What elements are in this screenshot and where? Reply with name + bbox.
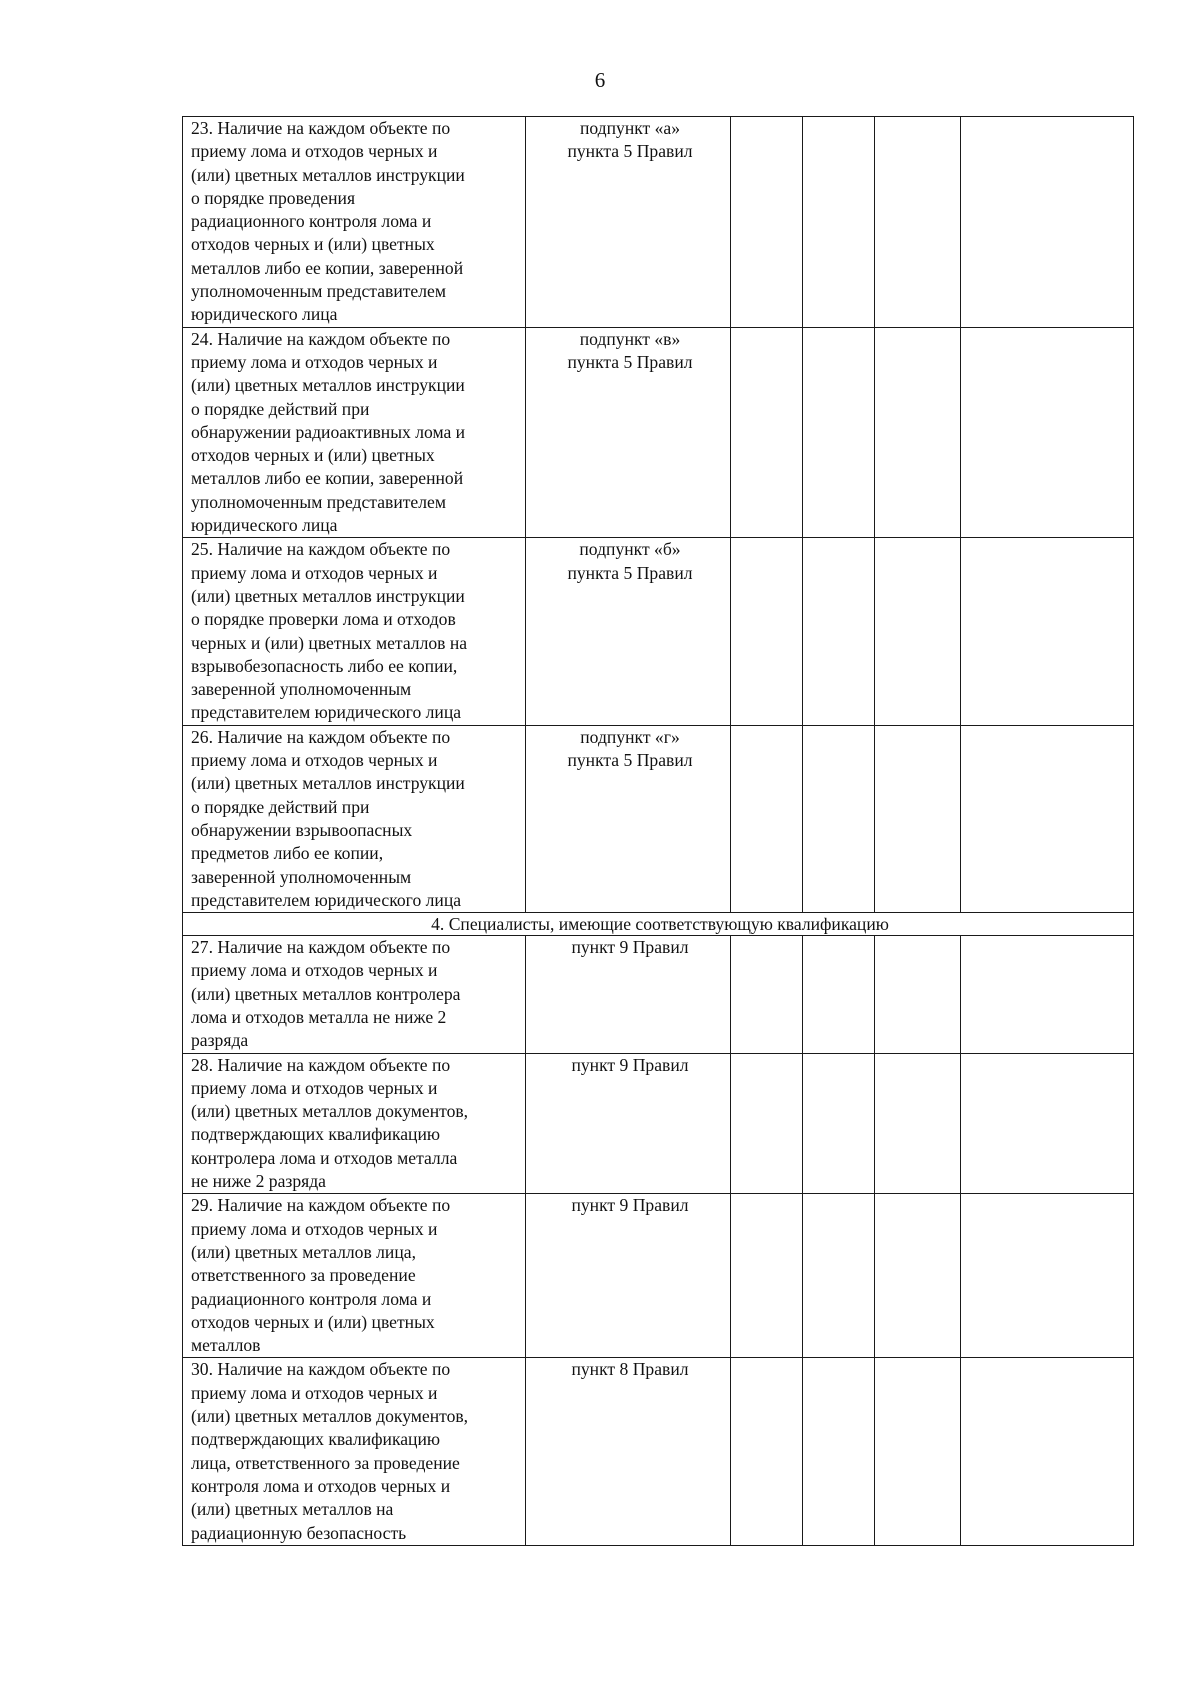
notes-cell[interactable] (961, 725, 1134, 912)
answer-not-applicable-cell[interactable] (875, 936, 961, 1053)
answer-not-applicable-cell[interactable] (875, 1053, 961, 1194)
answer-yes-cell[interactable] (731, 1194, 803, 1358)
answer-no-cell[interactable] (803, 327, 875, 538)
table-row (183, 117, 1134, 328)
answer-yes-cell[interactable] (731, 117, 803, 328)
notes-cell[interactable] (961, 1053, 1134, 1194)
table-row (183, 1194, 1134, 1358)
requirement-cell: 24. Наличие на каждом объекте по приему лома и отходов черных и (или) цветных металлов инструкции о порядке действий при обнаружении радиоактивных лома и отходов черных и (или) цветных металлов либо ее копии, заверенной уполномоченным представителем юридического лица (183, 327, 526, 538)
requirement-cell: 25. Наличие на каждом объекте по приему лома и отходов черных и (или) цветных металлов инструкции о порядке проверки лома и отходов черных и (или) цветных металлов на взрывобезопасность либо ее копии, заверенной уполномоченным представителем юридического лица (183, 538, 526, 725)
answer-no-cell[interactable] (803, 1053, 875, 1194)
legal-reference-cell: пункт 9 Правил (526, 936, 731, 1053)
answer-no-cell[interactable] (803, 725, 875, 912)
legal-reference-cell: пункт 8 Правил (526, 1358, 731, 1545)
answer-not-applicable-cell[interactable] (875, 725, 961, 912)
table-row (183, 725, 1134, 912)
notes-cell[interactable] (961, 117, 1134, 328)
notes-cell[interactable] (961, 538, 1134, 725)
table-row (183, 1053, 1134, 1194)
notes-cell[interactable] (961, 1194, 1134, 1358)
answer-not-applicable-cell[interactable] (875, 538, 961, 725)
answer-not-applicable-cell[interactable] (875, 117, 961, 328)
legal-reference-cell: подпункт «г» пункта 5 Правил (526, 725, 731, 912)
answer-yes-cell[interactable] (731, 725, 803, 912)
notes-cell[interactable] (961, 1358, 1134, 1545)
answer-not-applicable-cell[interactable] (875, 1358, 961, 1545)
page-number: 6 (594, 68, 606, 92)
table-row (183, 327, 1134, 538)
section-header-row (183, 913, 1134, 936)
answer-not-applicable-cell[interactable] (875, 1194, 961, 1358)
requirement-cell: 30. Наличие на каждом объекте по приему лома и отходов черных и (или) цветных металлов документов, подтверждающих квалификацию лица, ответственного за проведение контроля лома и отходов черных и (или) цветных металлов на радиационную безопасность (183, 1358, 526, 1545)
answer-no-cell[interactable] (803, 538, 875, 725)
table-row (183, 1358, 1134, 1545)
legal-reference-cell: подпункт «в» пункта 5 Правил (526, 327, 731, 538)
checklist-table (182, 116, 1134, 1546)
answer-no-cell[interactable] (803, 117, 875, 328)
notes-cell[interactable] (961, 936, 1134, 1053)
answer-no-cell[interactable] (803, 936, 875, 1053)
requirement-cell: 23. Наличие на каждом объекте по приему лома и отходов черных и (или) цветных металлов инструкции о порядке проведения радиационного контроля лома и отходов черных и (или) цветных металлов либо ее копии, заверенной уполномоченным представителем юридического лица (183, 117, 526, 328)
requirement-cell: 29. Наличие на каждом объекте по приему лома и отходов черных и (или) цветных металлов лица, ответственного за проведение радиационного контроля лома и отходов черных и (или) цветных металлов (183, 1194, 526, 1358)
answer-yes-cell[interactable] (731, 538, 803, 725)
answer-not-applicable-cell[interactable] (875, 327, 961, 538)
table-row (183, 538, 1134, 725)
answer-no-cell[interactable] (803, 1194, 875, 1358)
answer-yes-cell[interactable] (731, 936, 803, 1053)
legal-reference-cell: подпункт «б» пункта 5 Правил (526, 538, 731, 725)
legal-reference-cell: пункт 9 Правил (526, 1194, 731, 1358)
answer-yes-cell[interactable] (731, 1053, 803, 1194)
answer-no-cell[interactable] (803, 1358, 875, 1545)
notes-cell[interactable] (961, 327, 1134, 538)
requirement-cell: 28. Наличие на каждом объекте по приему лома и отходов черных и (или) цветных металлов документов, подтверждающих квалификацию контролера лома и отходов металла не ниже 2 разряда (183, 1053, 526, 1194)
requirement-cell: 26. Наличие на каждом объекте по приему лома и отходов черных и (или) цветных металлов инструкции о порядке действий при обнаружении взрывоопасных предметов либо ее копии, заверенной уполномоченным представителем юридического лица (183, 725, 526, 912)
section-title: 4. Специалисты, имеющие соответствующую квалификацию (183, 913, 1134, 936)
legal-reference-cell: подпункт «а» пункта 5 Правил (526, 117, 731, 328)
answer-yes-cell[interactable] (731, 327, 803, 538)
answer-yes-cell[interactable] (731, 1358, 803, 1545)
legal-reference-cell: пункт 9 Правил (526, 1053, 731, 1194)
requirement-cell: 27. Наличие на каждом объекте по приему лома и отходов черных и (или) цветных металлов контролера лома и отходов металла не ниже 2 разряда (183, 936, 526, 1053)
table-row (183, 936, 1134, 1053)
